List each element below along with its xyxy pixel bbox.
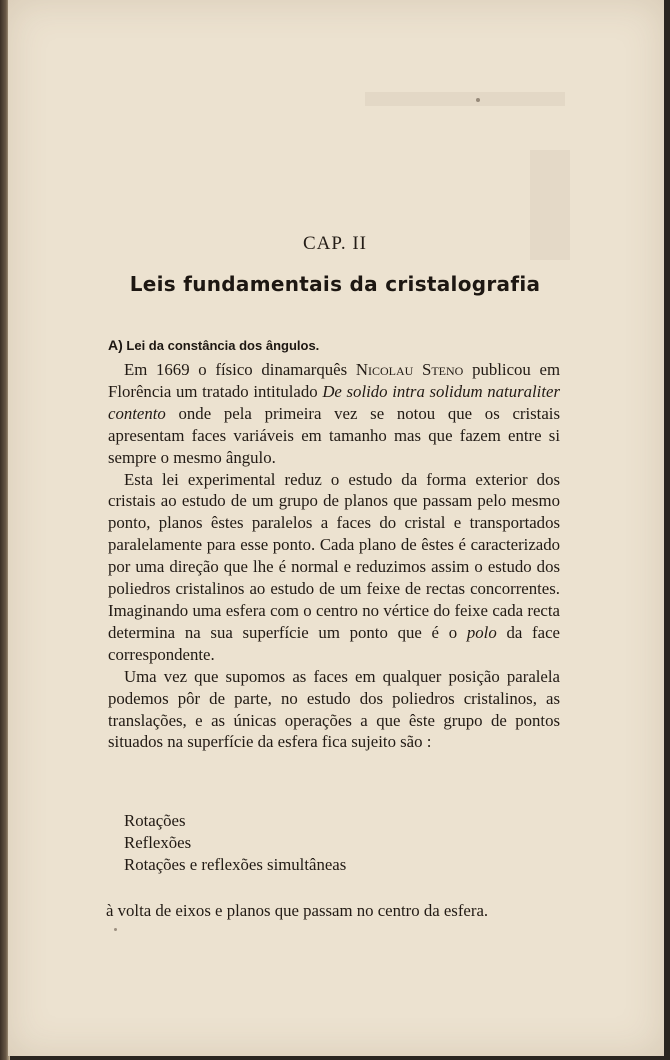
text-run: da face correspondente.: [108, 622, 560, 664]
paragraph: Uma vez que supomos as faces em qualquer posição paralela podemos pôr de parte, no estudo dos poliedros cristalinos, as translações, e as únicas operações a que êste grupo de pontos situados na superfície da esfera fica sujeito são :: [108, 666, 560, 752]
chapter-number: CAP. II: [302, 233, 367, 254]
body-text: [108, 359, 560, 753]
show-through-texture: [365, 92, 565, 106]
list-item: Rotações: [124, 811, 186, 830]
text-run: publicou em Florência um tratado intitulado: [108, 360, 561, 401]
section-heading: [108, 337, 319, 353]
defined-term: polo: [466, 622, 497, 642]
operations-list: [124, 810, 346, 876]
paragraph: [108, 469, 560, 666]
text-run: Em 1669 o físico dinamarquês: [124, 360, 356, 379]
paper-speck: [114, 928, 117, 931]
paragraph: [108, 359, 560, 469]
list-item: Reflexões: [124, 833, 192, 852]
text-run: Esta lei experimental reduz o estudo da forma exterior dos cristais ao estudo de um grupo de planos que passam pelo mesmo ponto, planos êstes paralelos a faces do cristal e transportados paralelamente para esse ponto. Cada plano de êstes é caracterizado por uma direção que lhe é normal e reduzimos assim o estudo dos poliedros cristalinos ao estudo de um feixe de rectas concorrentes. Imaginando uma esfera com o centro no vértice do feixe cada recta determina na sua superfície um ponto que é o: [108, 469, 560, 642]
list-item: Rotações e reflexões simultâneas: [124, 855, 347, 874]
work-title: De solido intra solidum naturaliter contento: [108, 381, 560, 423]
paper-speck: [476, 98, 480, 102]
closing-line: à volta de eixos e planos que passam no centro da esfera.: [106, 901, 489, 920]
chapter-title: Leis fundamentais da cristalografia: [129, 272, 541, 296]
section-title: Lei da constância dos ângulos.: [126, 338, 320, 353]
text-run: onde pela primeira vez se notou que os cristais apresentam faces variáveis em tamanho mas que fazem entre si sempre o mesmo ângulo.: [108, 403, 560, 467]
author-name: Nicolau Steno: [355, 360, 464, 379]
section-letter: A): [108, 337, 123, 353]
